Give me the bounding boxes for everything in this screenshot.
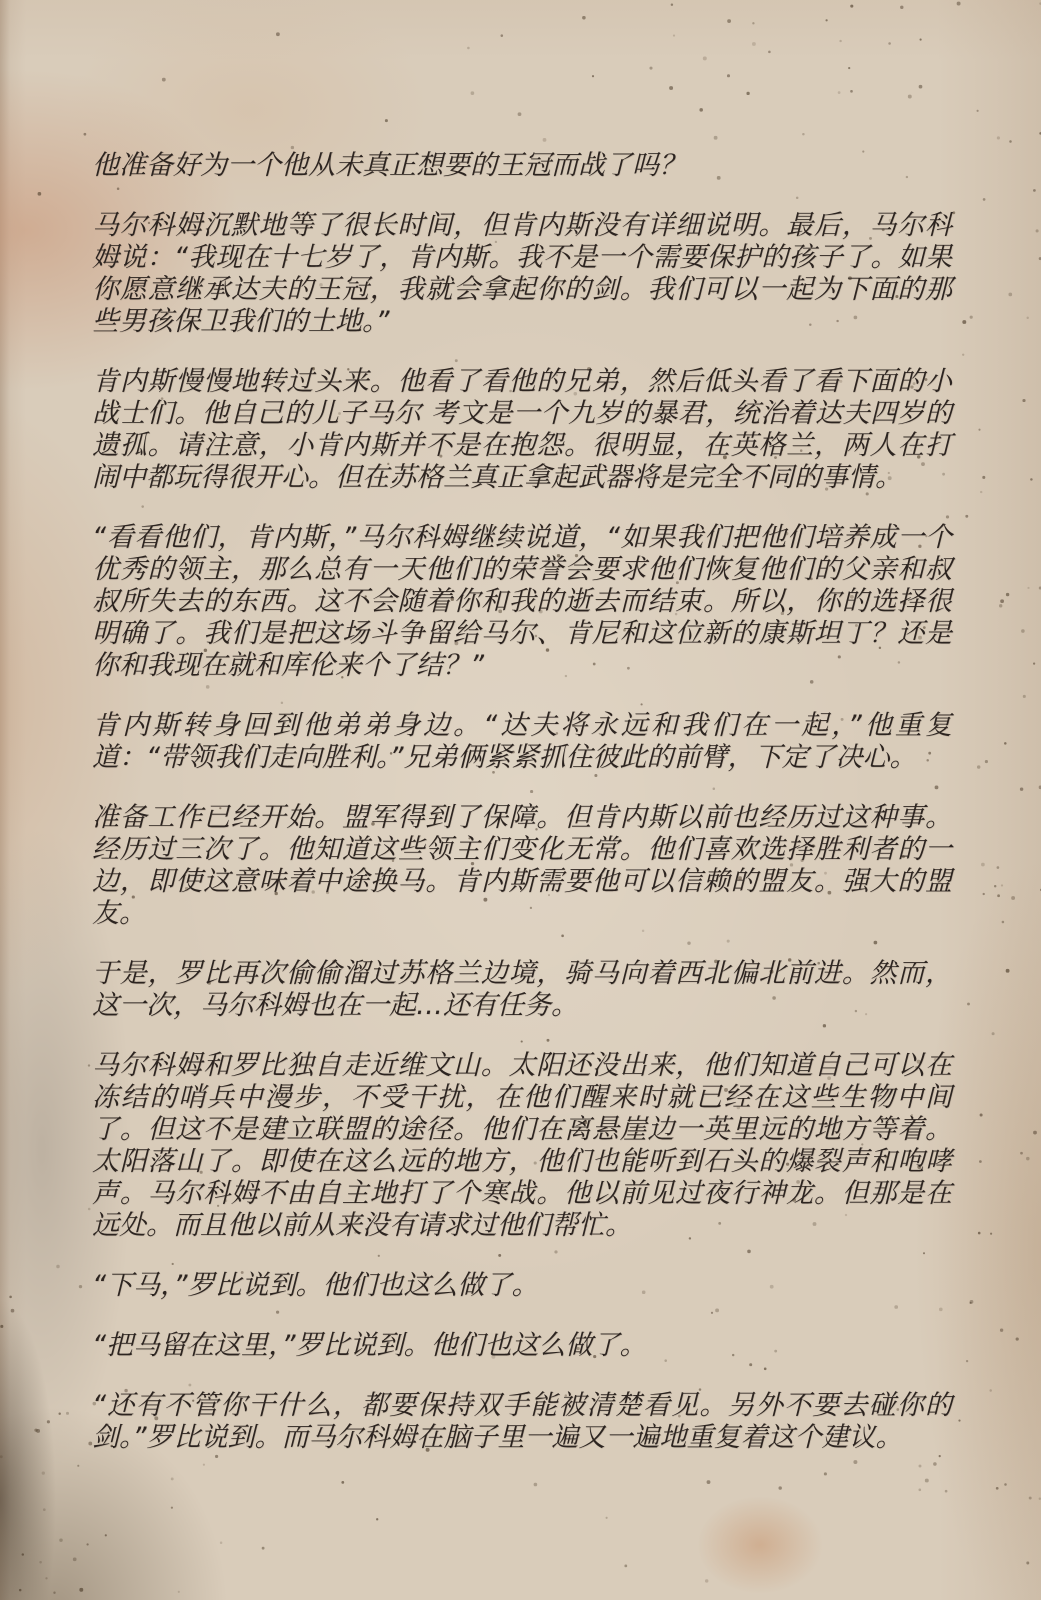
speckle-dots [0, 0, 2, 2]
paragraph-2: 马尔科姆沉默地等了很长时间，但肯内斯没有详细说明。最后，马尔科姆说：“我现在十七岁了，肯内斯。我不是一个需要保护的孩子了。如果你愿意继承达夫的王冠，我就会拿起你的剑。我们可以一起为下面的那些男孩保卫我们的土地。” [92, 210, 952, 337]
paragraph-10: “把马留在这里，”罗比说到。他们也这么做了。 [92, 1330, 647, 1361]
paragraph-3: 肯内斯慢慢地转过头来。他看了看他的兄弟，然后低头看了看下面的小战士们。他自己的儿子马尔 考文是一个九岁的暴君，统治着达夫四岁的遗孤。请注意，小肯内斯并不是在抱怨。很明显，在英格兰，两人在打闹中都玩得很开心。但在苏格兰真正拿起武器将是完全不同的事情。 [92, 366, 952, 493]
paragraph-7: 于是，罗比再次偷偷溜过苏格兰边境，骑马向着西北偏北前进。然而，这一次，马尔科姆也在一起…还有任务。 [92, 958, 952, 1021]
paragraph-5: 肯内斯转身回到他弟弟身边。“达夫将永远和我们在一起，”他重复道：“带领我们走向胜利。”兄弟俩紧紧抓住彼此的前臂，下定了决心。 [92, 710, 952, 773]
paragraph-8: 马尔科姆和罗比独自走近维文山。太阳还没出来，他们知道自己可以在冻结的哨兵中漫步，不受干扰，在他们醒来时就已经在这些生物中间了。但这不是建立联盟的途径。他们在离悬崖边一英里远的地方等着。太阳落山了。即使在这么远的地方，他们也能听到石头的爆裂声和咆哮声。马尔科姆不由自主地打了个寒战。他以前见过夜行神龙。但那是在远处。而且他以前从来没有请求过他们帮忙。 [92, 1050, 952, 1241]
paragraph-9: “下马，”罗比说到。他们也这么做了。 [92, 1270, 539, 1301]
paragraph-11: “还有不管你干什么，都要保持双手能被清楚看见。另外不要去碰你的剑。”罗比说到。而马尔科姆在脑子里一遍又一遍地重复着这个建议。 [92, 1390, 952, 1453]
paragraph-1: 他准备好为一个他从未真正想要的王冠而战了吗？ [92, 150, 686, 181]
paragraph-4: “看看他们，肯内斯，”马尔科姆继续说道，“如果我们把他们培养成一个优秀的领主，那么总有一天他们的荣誉会要求他们恢复他们的父亲和叔叔所失去的东西。这不会随着你和我的逝去而结束。所以，你的选择很明确了。我们是把这场斗争留给马尔、肯尼和这位新的康斯坦丁？还是你和我现在就和库伦来个了结？” [92, 522, 952, 681]
page-text [92, 150, 952, 1482]
paragraph-6: 准备工作已经开始。盟军得到了保障。但肯内斯以前也经历过这种事。经历过三次了。他知道这些领主们变化无常。他们喜欢选择胜利者的一边，即使这意味着中途换马。肯内斯需要他可以信赖的盟友。强大的盟友。 [92, 802, 952, 929]
